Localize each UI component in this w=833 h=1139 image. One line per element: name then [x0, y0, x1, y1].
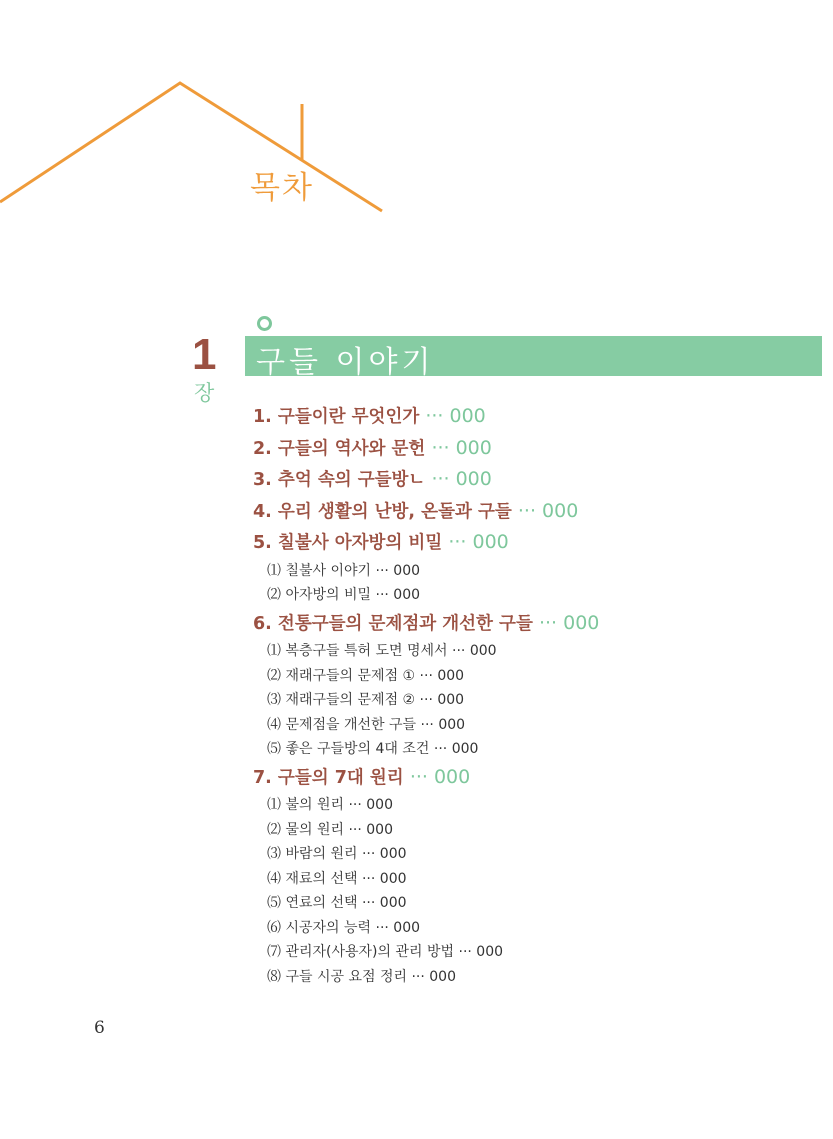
toc-entry-text: 1. 구들이란 무엇인가 [253, 407, 420, 427]
toc-entry-text: ⑴ 복층구들 특허 도면 명세서 [267, 643, 448, 659]
toc-subsection-entry [253, 941, 823, 966]
chapter-title: 구들 이야기 [256, 345, 435, 380]
toc-section-entry [253, 402, 823, 434]
toc-section-entry [253, 528, 823, 560]
roof-illustration [0, 0, 400, 220]
toc-entry-text: 6. 전통구들의 문제점과 개선한 구들 [253, 613, 533, 634]
toc-subsection-entry [253, 868, 823, 893]
toc-entry-text: 4. 우리 생활의 난방, 온돌과 구들 [253, 501, 512, 522]
toc-entry-page: ··· 000 [448, 531, 509, 553]
toc-entry-page: ··· 000 [411, 968, 456, 985]
toc-entry-page: ··· 000 [361, 870, 407, 887]
circle-bullet-icon [257, 316, 272, 331]
toc-subsection-entry [253, 560, 823, 585]
toc-subsection-entry [253, 665, 823, 690]
toc-entry-text: 3. 추억 속의 구들방ㄴ [253, 470, 426, 490]
toc-entry-page: ··· 000 [348, 797, 393, 813]
toc-entry-text: ⑺ 관리자(사용자)의 관리 방법 [267, 944, 455, 960]
toc-entry-text: ⑸ 연료의 선택 [267, 895, 358, 911]
table-of-contents [253, 402, 823, 990]
toc-entry-page: ··· 000 [420, 716, 466, 733]
toc-entry-page: ··· 000 [517, 499, 579, 522]
toc-section-entry [253, 465, 823, 497]
toc-subsection-entry [253, 843, 823, 868]
toc-entry-text: ⑸ 좋은 구들방의 4대 조건 [267, 741, 430, 757]
toc-entry-text: ⑶ 재래구들의 문제점 ② [267, 692, 416, 708]
toc-subsection-entry [253, 738, 823, 763]
toc-entry-text: ⑶ 바람의 원리 [267, 846, 358, 862]
toc-entry-text: ⑵ 아자방의 비밀 [267, 587, 372, 603]
toc-entry-text: ⑷ 문제점을 개선한 구들 [267, 716, 417, 733]
toc-entry-page: ··· 000 [425, 405, 486, 427]
toc-entry-text: ⑴ 불의 원리 [267, 797, 344, 813]
toc-section-entry [253, 434, 823, 466]
toc-entry-text: ⑵ 재래구들의 문제점 ① [267, 667, 416, 684]
toc-subsection-entry [253, 819, 823, 844]
toc-entry-page: ··· 000 [538, 611, 600, 634]
toc-section-entry [253, 609, 823, 641]
toc-entry-page: ··· 000 [375, 919, 421, 936]
toc-subsection-entry [253, 794, 823, 819]
toc-subsection-entry [253, 714, 823, 739]
chapter-title-banner [245, 336, 822, 380]
toc-entry-page: ··· 000 [361, 846, 407, 862]
toc-entry-text: ⑷ 재료의 선택 [267, 870, 358, 887]
toc-entry-page: ··· 000 [348, 821, 393, 838]
toc-subsection-entry [253, 917, 823, 942]
toc-entry-text: ⑴ 칠불사 이야기 [267, 562, 372, 579]
toc-subsection-entry [253, 892, 823, 917]
toc-entry-page: ··· 000 [458, 944, 504, 960]
toc-entry-page: ··· 000 [419, 692, 465, 708]
toc-entry-text: 7. 구들의 7대 원리 [253, 767, 404, 788]
toc-entry-page: ··· 000 [431, 468, 492, 490]
page-number: 6 [94, 1018, 105, 1038]
toc-subsection-entry [253, 584, 823, 609]
toc-entry-page: ··· 000 [375, 587, 421, 603]
toc-subsection-entry [253, 689, 823, 714]
toc-subsection-entry [253, 640, 823, 665]
chapter-label: 장 [194, 381, 215, 405]
toc-subsection-entry [253, 966, 823, 991]
toc-entry-text: ⑹ 시공자의 능력 [267, 919, 372, 936]
toc-entry-page: ··· 000 [361, 895, 407, 911]
toc-entry-page: ··· 000 [452, 643, 497, 659]
toc-entry-page: ··· 000 [419, 667, 465, 684]
toc-entry-text: 5. 칠불사 아자방의 비밀 [253, 533, 443, 553]
toc-entry-text: ⑻ 구들 시공 요점 정리 [267, 968, 407, 985]
toc-entry-page: ··· 000 [409, 765, 471, 788]
toc-entry-text: 2. 구들의 역사와 문헌 [253, 438, 426, 459]
chapter-number: 1 [192, 330, 217, 379]
page-title: 목차 [250, 170, 314, 206]
toc-section-entry [253, 763, 823, 795]
toc-entry-page: ··· 000 [433, 741, 479, 757]
toc-entry-page: ··· 000 [431, 436, 492, 459]
toc-entry-text: ⑵ 물의 원리 [267, 821, 344, 838]
toc-entry-page: ··· 000 [375, 562, 421, 579]
toc-section-entry [253, 497, 823, 529]
